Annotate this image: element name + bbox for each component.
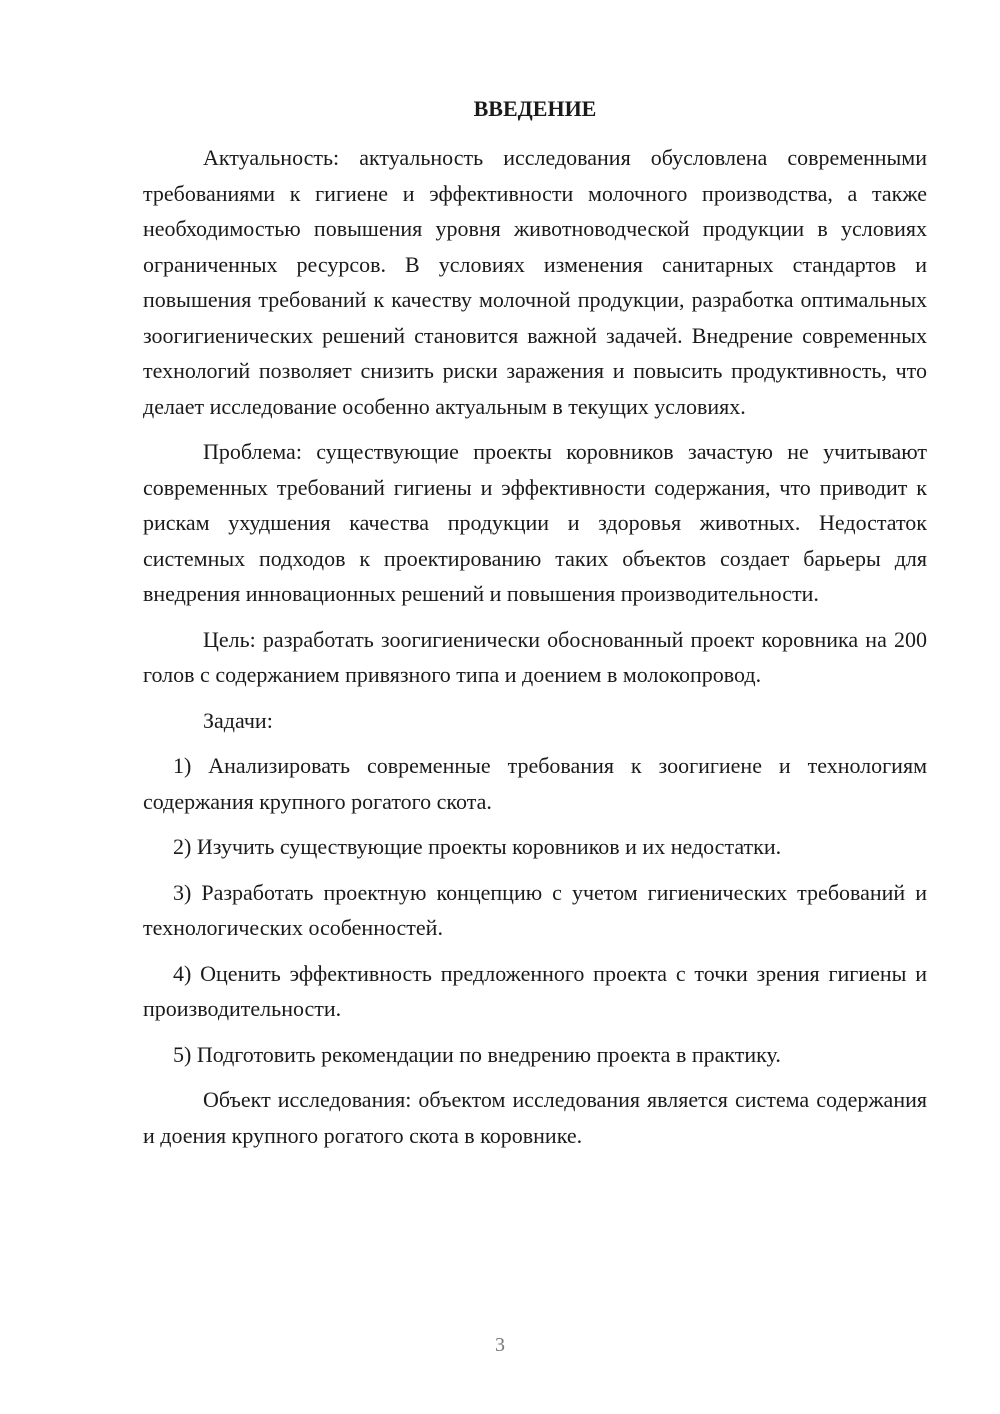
object-paragraph: Объект исследования: объектом исследования является система содержания и доения крупного рогатого скота в коровнике. [143, 1087, 927, 1148]
goal-paragraph: Цель: разработать зоогигиенически обоснованный проект коровника на 200 голов с содержанием привязного типа и доением в молокопровод. [143, 626, 927, 687]
task-item: 5) Подготовить рекомендации по внедрению проекта в практику. [173, 1041, 781, 1067]
problem-paragraph: Проблема: существующие проекты коровников зачастую не учитывают современных требований гигиены и эффективности содержания, что приводит к рискам ухудшения качества продукции и здоровья животных. Недостаток системных подходов к проектированию таких объектов создает барьеры для внедрения инновационных решений и повышения производительности. [143, 439, 927, 606]
task-item: 4) Оценить эффективность предложенного проекта с точки зрения гигиены и производительности. [143, 960, 927, 1021]
relevance-paragraph: Актуальность: актуальность исследования обусловлена современными требованиями к гигиене и эффективности молочного производства, а также необходимостью повышения уровня животноводческой продукции в условиях ограниченных ресурсов. В условиях изменения санитарных стандартов и повышения требований к качеству молочной продукции, разработка оптимальных зоогигиенических решений становится важной задачей. Внедрение современных технологий позволяет снизить риски заражения и повысить продуктивность, что делает исследование особенно актуальным в текущих условиях. [143, 145, 927, 419]
task-item: 2) Изучить существующие проекты коровников и их недостатки. [173, 834, 782, 859]
section-heading: ВВЕДЕНИЕ [473, 96, 597, 121]
task-item: 1) Анализировать современные требования к зоогигиене и технологиям содержания крупного рогатого скота. [143, 753, 927, 814]
page-number: 3 [495, 1334, 505, 1356]
tasks-label: Задачи: [203, 707, 273, 733]
page-content [143, 92, 927, 1163]
task-item: 3) Разработать проектную концепцию с учетом гигиенических требований и технологических особенностей. [143, 879, 927, 940]
